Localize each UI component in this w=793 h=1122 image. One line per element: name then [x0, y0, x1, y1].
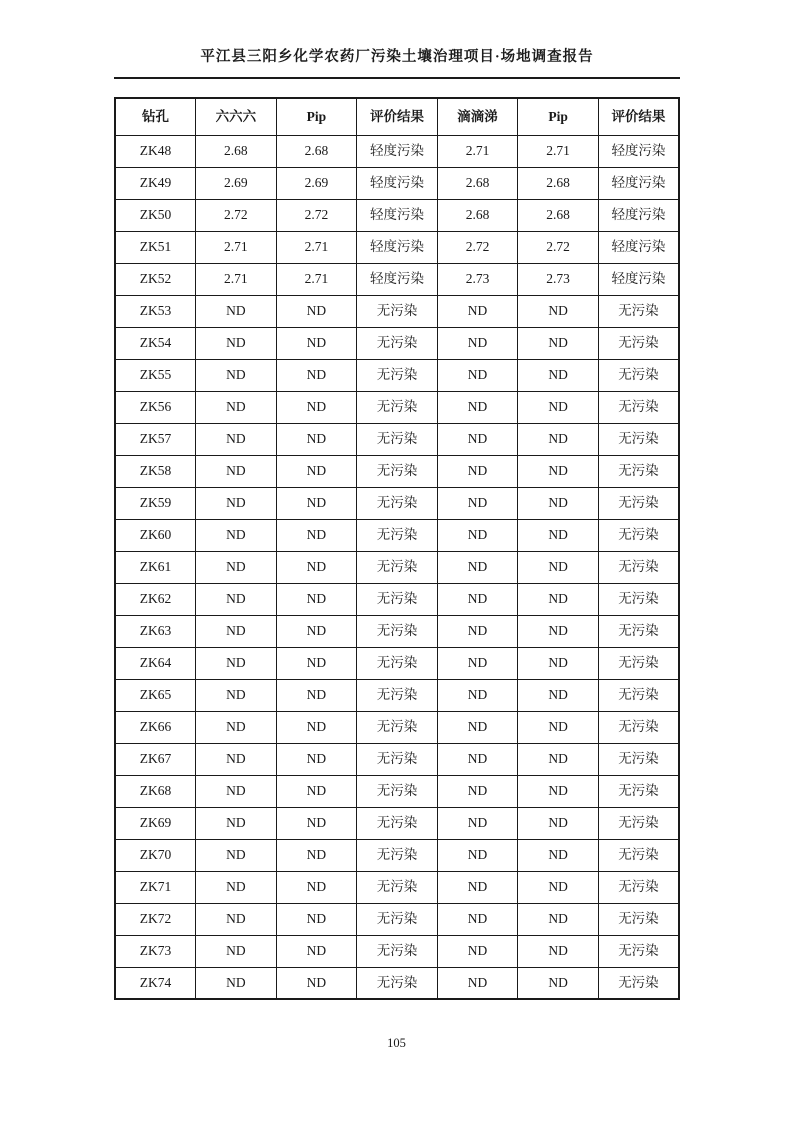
table-cell: 轻度污染	[357, 167, 438, 199]
table-cell: ND	[437, 391, 518, 423]
drillhole-id-cell: ZK65	[115, 679, 196, 711]
drillhole-id-cell: ZK68	[115, 775, 196, 807]
table-cell: 2.69	[196, 167, 277, 199]
table-cell: 无污染	[357, 455, 438, 487]
table-cell: ND	[518, 455, 599, 487]
table-cell: 2.71	[437, 135, 518, 167]
table-cell: ND	[518, 551, 599, 583]
drillhole-id-cell: ZK57	[115, 423, 196, 455]
table-cell: ND	[196, 711, 277, 743]
table-cell: 2.71	[196, 231, 277, 263]
table-cell: 无污染	[598, 967, 679, 999]
table-cell: ND	[276, 711, 357, 743]
column-header-3: 评价结果	[357, 98, 438, 135]
table-cell: 无污染	[357, 615, 438, 647]
table-body	[115, 135, 679, 999]
table-cell: ND	[276, 839, 357, 871]
table-cell: ND	[437, 295, 518, 327]
table-cell: ND	[437, 455, 518, 487]
table-row	[115, 903, 679, 935]
table-cell: ND	[518, 519, 599, 551]
table-cell: ND	[437, 679, 518, 711]
table-cell: ND	[437, 423, 518, 455]
page-number: 105	[387, 1036, 406, 1050]
table-cell: 无污染	[598, 775, 679, 807]
drillhole-id-cell: ZK66	[115, 711, 196, 743]
table-head	[115, 98, 679, 135]
table-cell: ND	[196, 423, 277, 455]
table-row	[115, 231, 679, 263]
table-row	[115, 519, 679, 551]
table-cell: ND	[196, 583, 277, 615]
table-cell: ND	[276, 583, 357, 615]
table-cell: 2.71	[276, 231, 357, 263]
table-row	[115, 167, 679, 199]
table-cell: ND	[276, 455, 357, 487]
table-cell: 无污染	[357, 391, 438, 423]
table-header-row	[115, 98, 679, 135]
document-header	[114, 48, 680, 79]
table-row	[115, 135, 679, 167]
table-cell: 2.73	[518, 263, 599, 295]
drillhole-id-cell: ZK74	[115, 967, 196, 999]
table-cell: 无污染	[598, 583, 679, 615]
table-cell: 无污染	[357, 967, 438, 999]
table-row	[115, 359, 679, 391]
table-row	[115, 743, 679, 775]
table-cell: 轻度污染	[598, 199, 679, 231]
table-cell: 无污染	[598, 871, 679, 903]
table-cell: 无污染	[598, 423, 679, 455]
table-cell: 2.68	[437, 199, 518, 231]
table-cell: 2.72	[518, 231, 599, 263]
table-cell: 轻度污染	[357, 135, 438, 167]
table-cell: 轻度污染	[357, 263, 438, 295]
drillhole-id-cell: ZK51	[115, 231, 196, 263]
table-cell: ND	[196, 487, 277, 519]
drillhole-id-cell: ZK50	[115, 199, 196, 231]
table-cell: ND	[518, 743, 599, 775]
table-cell: 无污染	[598, 935, 679, 967]
table-cell: ND	[276, 487, 357, 519]
table-row	[115, 679, 679, 711]
table-cell: ND	[276, 551, 357, 583]
table-cell: 无污染	[598, 391, 679, 423]
table-cell: 无污染	[357, 487, 438, 519]
table-cell: 轻度污染	[598, 167, 679, 199]
drillhole-id-cell: ZK49	[115, 167, 196, 199]
document-header-title: 平江县三阳乡化学农药厂污染土壤治理项目·场地调查报告	[200, 49, 594, 65]
table-cell: ND	[196, 295, 277, 327]
table-cell: 无污染	[598, 327, 679, 359]
table-cell: ND	[518, 487, 599, 519]
table-cell: 轻度污染	[598, 135, 679, 167]
table-cell: 无污染	[357, 871, 438, 903]
table-cell: ND	[276, 743, 357, 775]
table-cell: 2.72	[196, 199, 277, 231]
table-cell: ND	[518, 615, 599, 647]
table-cell: ND	[196, 327, 277, 359]
table-cell: 2.68	[518, 167, 599, 199]
table-cell: 轻度污染	[598, 231, 679, 263]
table-cell: ND	[276, 775, 357, 807]
table-cell: ND	[518, 679, 599, 711]
table-cell: ND	[518, 295, 599, 327]
column-header-5: Pip	[518, 98, 599, 135]
table-cell: ND	[518, 711, 599, 743]
table-cell: 无污染	[357, 583, 438, 615]
table-cell: ND	[276, 519, 357, 551]
table-cell: ND	[276, 615, 357, 647]
table-cell: 2.73	[437, 263, 518, 295]
table-cell: 无污染	[357, 839, 438, 871]
table-cell: ND	[276, 871, 357, 903]
table-cell: 无污染	[357, 295, 438, 327]
table-row	[115, 839, 679, 871]
table-cell: ND	[437, 871, 518, 903]
column-header-4: 滴滴涕	[437, 98, 518, 135]
table-cell: ND	[437, 583, 518, 615]
table-cell: ND	[437, 359, 518, 391]
table-row	[115, 551, 679, 583]
table-cell: ND	[518, 839, 599, 871]
drillhole-id-cell: ZK61	[115, 551, 196, 583]
table-cell: ND	[196, 519, 277, 551]
drillhole-id-cell: ZK72	[115, 903, 196, 935]
table-cell: 无污染	[357, 775, 438, 807]
table-row	[115, 263, 679, 295]
table-cell: 无污染	[598, 711, 679, 743]
table-row	[115, 391, 679, 423]
table-cell: 无污染	[598, 359, 679, 391]
table-cell: 2.68	[276, 135, 357, 167]
column-header-0: 钻孔	[115, 98, 196, 135]
table-cell: ND	[196, 615, 277, 647]
table-cell: ND	[518, 647, 599, 679]
table-row	[115, 775, 679, 807]
drillhole-id-cell: ZK58	[115, 455, 196, 487]
table-cell: ND	[437, 647, 518, 679]
table-cell: 2.68	[518, 199, 599, 231]
column-header-2: Pip	[276, 98, 357, 135]
table-cell: 无污染	[357, 903, 438, 935]
table-cell: ND	[437, 743, 518, 775]
table-cell: 2.71	[276, 263, 357, 295]
drillhole-id-cell: ZK48	[115, 135, 196, 167]
table-cell: 2.72	[437, 231, 518, 263]
table-row	[115, 967, 679, 999]
table-cell: ND	[276, 423, 357, 455]
drillhole-id-cell: ZK59	[115, 487, 196, 519]
table-cell: 无污染	[598, 839, 679, 871]
table-cell: ND	[196, 967, 277, 999]
table-cell: 2.71	[196, 263, 277, 295]
table-cell: ND	[518, 807, 599, 839]
table-cell: ND	[196, 647, 277, 679]
table-row	[115, 327, 679, 359]
drillhole-results-table	[114, 97, 680, 1000]
drillhole-id-cell: ZK54	[115, 327, 196, 359]
table-cell: ND	[276, 967, 357, 999]
table-cell: ND	[437, 967, 518, 999]
table-cell: 无污染	[598, 807, 679, 839]
table-cell: ND	[518, 903, 599, 935]
table-cell: ND	[276, 903, 357, 935]
table-cell: ND	[437, 327, 518, 359]
table-cell: 无污染	[357, 679, 438, 711]
table-cell: ND	[196, 839, 277, 871]
drillhole-id-cell: ZK69	[115, 807, 196, 839]
table-cell: ND	[196, 935, 277, 967]
table-cell: ND	[518, 327, 599, 359]
table-row	[115, 615, 679, 647]
table-cell: 2.69	[276, 167, 357, 199]
table-row	[115, 871, 679, 903]
table-cell: ND	[196, 551, 277, 583]
drillhole-id-cell: ZK64	[115, 647, 196, 679]
table-cell: ND	[518, 775, 599, 807]
table-cell: 无污染	[598, 679, 679, 711]
table-cell: 无污染	[357, 935, 438, 967]
table-cell: ND	[518, 935, 599, 967]
table-cell: ND	[276, 295, 357, 327]
table-row	[115, 199, 679, 231]
table-row	[115, 423, 679, 455]
table-cell: 2.68	[196, 135, 277, 167]
table-cell: ND	[518, 391, 599, 423]
table-cell: 轻度污染	[598, 263, 679, 295]
table-cell: ND	[437, 807, 518, 839]
table-cell: ND	[437, 551, 518, 583]
table-cell: ND	[437, 487, 518, 519]
table-cell: 无污染	[357, 711, 438, 743]
table-cell: ND	[196, 871, 277, 903]
table-cell: 无污染	[598, 455, 679, 487]
table-cell: ND	[518, 359, 599, 391]
table-cell: 无污染	[598, 615, 679, 647]
table-cell: ND	[276, 647, 357, 679]
table-cell: ND	[276, 807, 357, 839]
table-cell: 无污染	[357, 423, 438, 455]
drillhole-id-cell: ZK52	[115, 263, 196, 295]
table-cell: 无污染	[357, 807, 438, 839]
table-cell: 无污染	[598, 519, 679, 551]
table-cell: ND	[437, 839, 518, 871]
table-cell: 无污染	[357, 551, 438, 583]
table-cell: ND	[518, 967, 599, 999]
table-cell: 轻度污染	[357, 231, 438, 263]
table-cell: ND	[196, 359, 277, 391]
drillhole-id-cell: ZK70	[115, 839, 196, 871]
table-cell: ND	[518, 423, 599, 455]
table-cell: ND	[196, 455, 277, 487]
table-cell: 轻度污染	[357, 199, 438, 231]
table-row	[115, 711, 679, 743]
table-cell: ND	[196, 903, 277, 935]
drillhole-id-cell: ZK63	[115, 615, 196, 647]
table-cell: ND	[437, 711, 518, 743]
table-cell: ND	[196, 679, 277, 711]
column-header-1: 六六六	[196, 98, 277, 135]
table-cell: 无污染	[357, 519, 438, 551]
table-row	[115, 455, 679, 487]
table-row	[115, 935, 679, 967]
table-cell: ND	[437, 519, 518, 551]
table-cell: 无污染	[598, 551, 679, 583]
table-cell: ND	[276, 391, 357, 423]
table-cell: 无污染	[598, 647, 679, 679]
table-cell: 无污染	[357, 327, 438, 359]
table-cell: ND	[437, 935, 518, 967]
table-cell: ND	[276, 935, 357, 967]
table-cell: 无污染	[598, 295, 679, 327]
table-cell: ND	[276, 679, 357, 711]
drillhole-id-cell: ZK56	[115, 391, 196, 423]
table-cell: 无污染	[357, 743, 438, 775]
table-cell: 无污染	[357, 647, 438, 679]
table-row	[115, 295, 679, 327]
table-cell: 无污染	[598, 903, 679, 935]
drillhole-id-cell: ZK67	[115, 743, 196, 775]
table-cell: ND	[276, 327, 357, 359]
table-cell: 无污染	[598, 743, 679, 775]
table-row	[115, 647, 679, 679]
table-cell: ND	[196, 775, 277, 807]
table-cell: 2.68	[437, 167, 518, 199]
table-cell: ND	[437, 903, 518, 935]
table-cell: 无污染	[357, 359, 438, 391]
table-row	[115, 487, 679, 519]
table-cell: 2.72	[276, 199, 357, 231]
table-cell: ND	[196, 743, 277, 775]
table-cell: ND	[437, 615, 518, 647]
table-cell: 2.71	[518, 135, 599, 167]
table-cell: ND	[518, 871, 599, 903]
drillhole-id-cell: ZK62	[115, 583, 196, 615]
table-cell: ND	[518, 583, 599, 615]
drillhole-id-cell: ZK60	[115, 519, 196, 551]
column-header-6: 评价结果	[598, 98, 679, 135]
table-cell: ND	[276, 359, 357, 391]
drillhole-id-cell: ZK71	[115, 871, 196, 903]
table-cell: ND	[196, 391, 277, 423]
drillhole-id-cell: ZK55	[115, 359, 196, 391]
table-row	[115, 583, 679, 615]
table-cell: 无污染	[598, 487, 679, 519]
drillhole-id-cell: ZK53	[115, 295, 196, 327]
drillhole-id-cell: ZK73	[115, 935, 196, 967]
table-cell: ND	[437, 775, 518, 807]
table-row	[115, 807, 679, 839]
table-cell: ND	[196, 807, 277, 839]
